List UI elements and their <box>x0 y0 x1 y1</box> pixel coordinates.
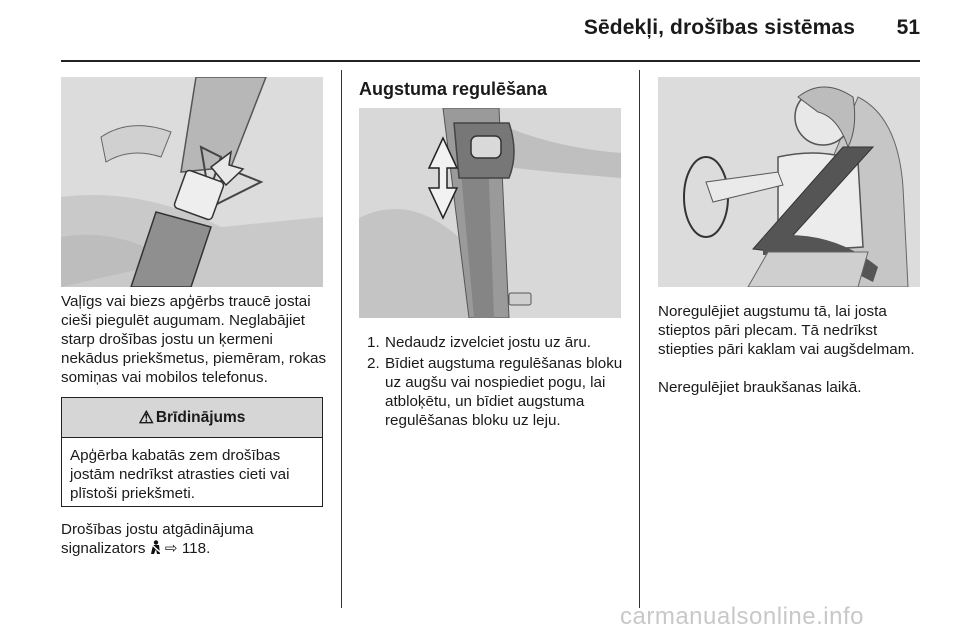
step-item <box>367 354 627 430</box>
section-title: Augstuma regulēšana <box>359 79 548 99</box>
warning-text: Apģērba kabatās zem drošības jostām nedrīkst atrasties cieti vai plīstoši priekšmeti. <box>70 447 290 502</box>
step-number: 1. <box>367 334 380 351</box>
seatbelt-buckle-illustration <box>61 77 323 287</box>
step-number: 2. <box>367 355 380 372</box>
header-divider <box>61 60 920 62</box>
seatbelt-reminder-label: Drošības jostu atgādinājuma signalizators <box>61 521 254 557</box>
column-divider-left <box>341 70 342 608</box>
height-adjuster-illustration <box>359 108 621 318</box>
seatbelt-person-icon <box>150 540 161 555</box>
step-text: Nedaudz izvelciet jostu uz āru. <box>385 334 591 351</box>
loose-clothing-paragraph: Vaļīgs vai biezs apģērbs traucē jostai cieši piegulēt augumam. Neglabājiet starp drošības jostu un ķermeni nekādus priekšmetus, piemēram, rokas somiņas vai mobilos telefonus. <box>61 293 327 386</box>
diamond-arrow-icon[interactable]: ⇨ <box>164 540 178 557</box>
warning-box <box>61 397 323 507</box>
watermark: carmanualsonline.info <box>620 603 864 630</box>
adjust-height-paragraph: Noregulējiet augstumu tā, lai josta stieptos pāri plecam. Tā nedrīkst stiepties pāri kaklam vai augšdelmam. <box>658 303 915 358</box>
adjustment-steps <box>367 333 627 432</box>
driver-seatbelt-illustration <box>658 77 920 287</box>
running-header-title: Sēdekļi, drošības sistēmas <box>583 16 855 39</box>
page-number: 51 <box>896 16 920 39</box>
warning-title: Brīdinājums <box>155 408 246 426</box>
seatbelt-reminder-paragraph <box>61 520 329 558</box>
step-text: Bīdiet augstuma regulēšanas bloku uz augšu vai nospiediet pogu, lai atbloķētu, un bīdiet augstuma regulēšanas bloku uz leju. <box>385 355 623 429</box>
warning-triangle-icon: ⚠ <box>138 407 154 427</box>
reference-page-link[interactable]: 118. <box>181 540 211 557</box>
no-adjust-while-driving-paragraph: Neregulējiet braukšanas laikā. <box>658 379 862 396</box>
step-item <box>367 333 627 352</box>
warning-header <box>62 398 322 438</box>
column-divider-right <box>639 70 640 608</box>
